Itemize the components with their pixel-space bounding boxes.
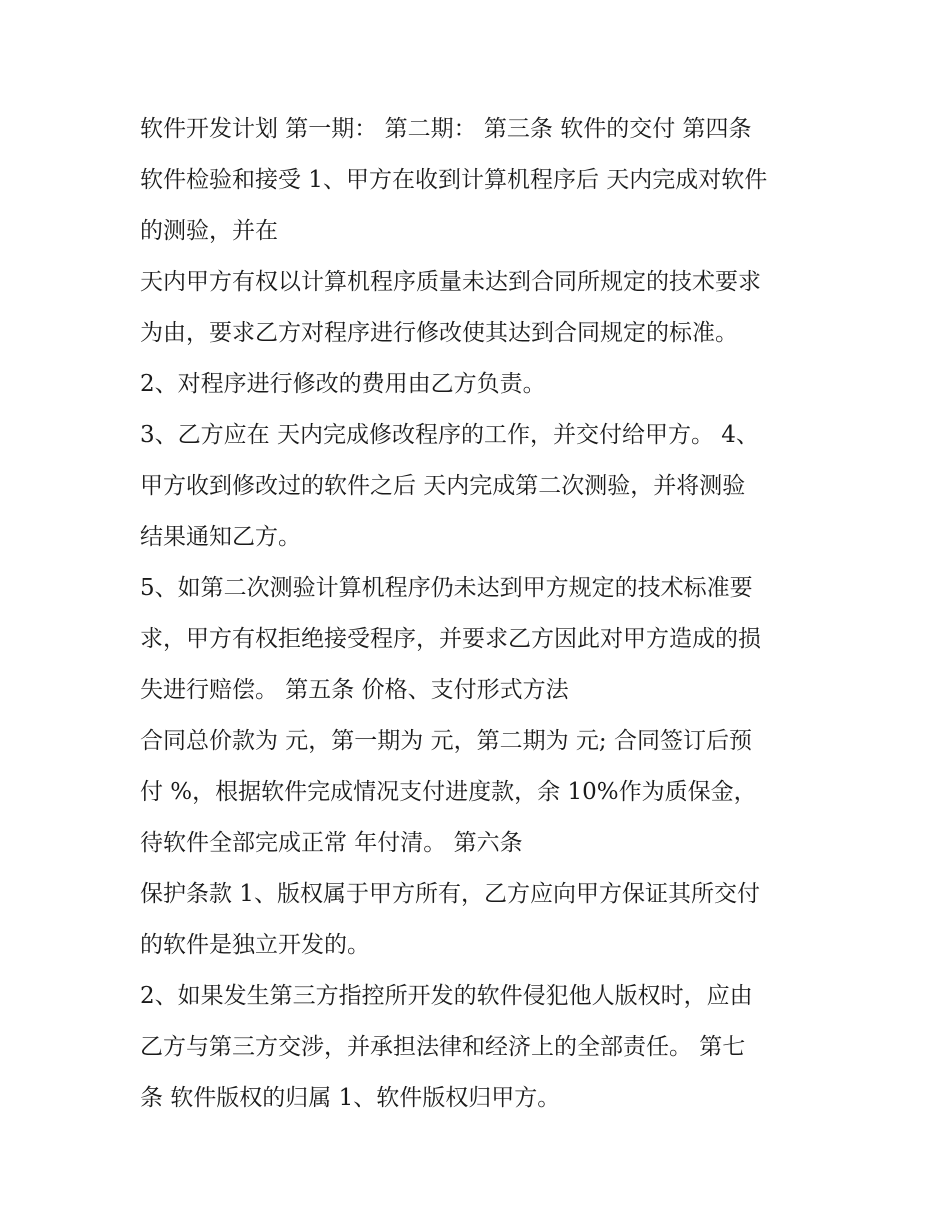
text-line: 条 软件版权的归属 1、软件版权归甲方。 xyxy=(140,1085,561,1111)
text-line: 为由，要求乙方对程序进行修改使其达到合同规定的标准。 xyxy=(140,320,738,346)
text-line: 失进行赔偿。 第五条 价格、支付形式方法 xyxy=(140,677,569,703)
text-line: 软件开发计划 第一期： 第二期： 第三条 软件的交付 第四条 xyxy=(140,116,752,142)
text-line: 的软件是独立开发的。 xyxy=(140,932,370,958)
text-line: 3、乙方应在 天内完成修改程序的工作，并交付给甲方。 4、 xyxy=(140,422,759,448)
text-line: 2、如果发生第三方指控所开发的软件侵犯他人版权时，应由 xyxy=(140,983,753,1009)
text-line: 乙方与第三方交涉，并承担法律和经济上的全部责任。 第七 xyxy=(140,1034,746,1060)
text-line: 2、对程序进行修改的费用由乙方负责。 xyxy=(140,371,546,397)
text-line: 合同总价款为 元，第一期为 元，第二期为 元; 合同签订后预 xyxy=(140,728,752,754)
text-line: 5、如第二次测验计算机程序仍未达到甲方规定的技术标准要 xyxy=(140,575,753,601)
text-line: 软件检验和接受 1、甲方在收到计算机程序后 天内完成对软件 xyxy=(140,167,768,193)
text-line: 求，甲方有权拒绝接受程序，并要求乙方因此对甲方造成的损 xyxy=(140,626,761,652)
text-line: 结果通知乙方。 xyxy=(140,524,301,550)
text-line: 的测验，并在 xyxy=(140,218,278,244)
text-line: 待软件全部完成正常 年付清。 第六条 xyxy=(140,830,523,856)
text-line: 付 %，根据软件完成情况支付进度款，余 10%作为质保金， xyxy=(140,779,757,805)
text-line: 天内甲方有权以计算机程序质量未达到合同所规定的技术要求 xyxy=(140,269,761,295)
contract-text xyxy=(140,104,840,1124)
text-line: 保护条款 1、版权属于甲方所有，乙方应向甲方保证其所交付 xyxy=(140,881,760,907)
text-line: 甲方收到修改过的软件之后 天内完成第二次测验，并将测验 xyxy=(140,473,746,499)
